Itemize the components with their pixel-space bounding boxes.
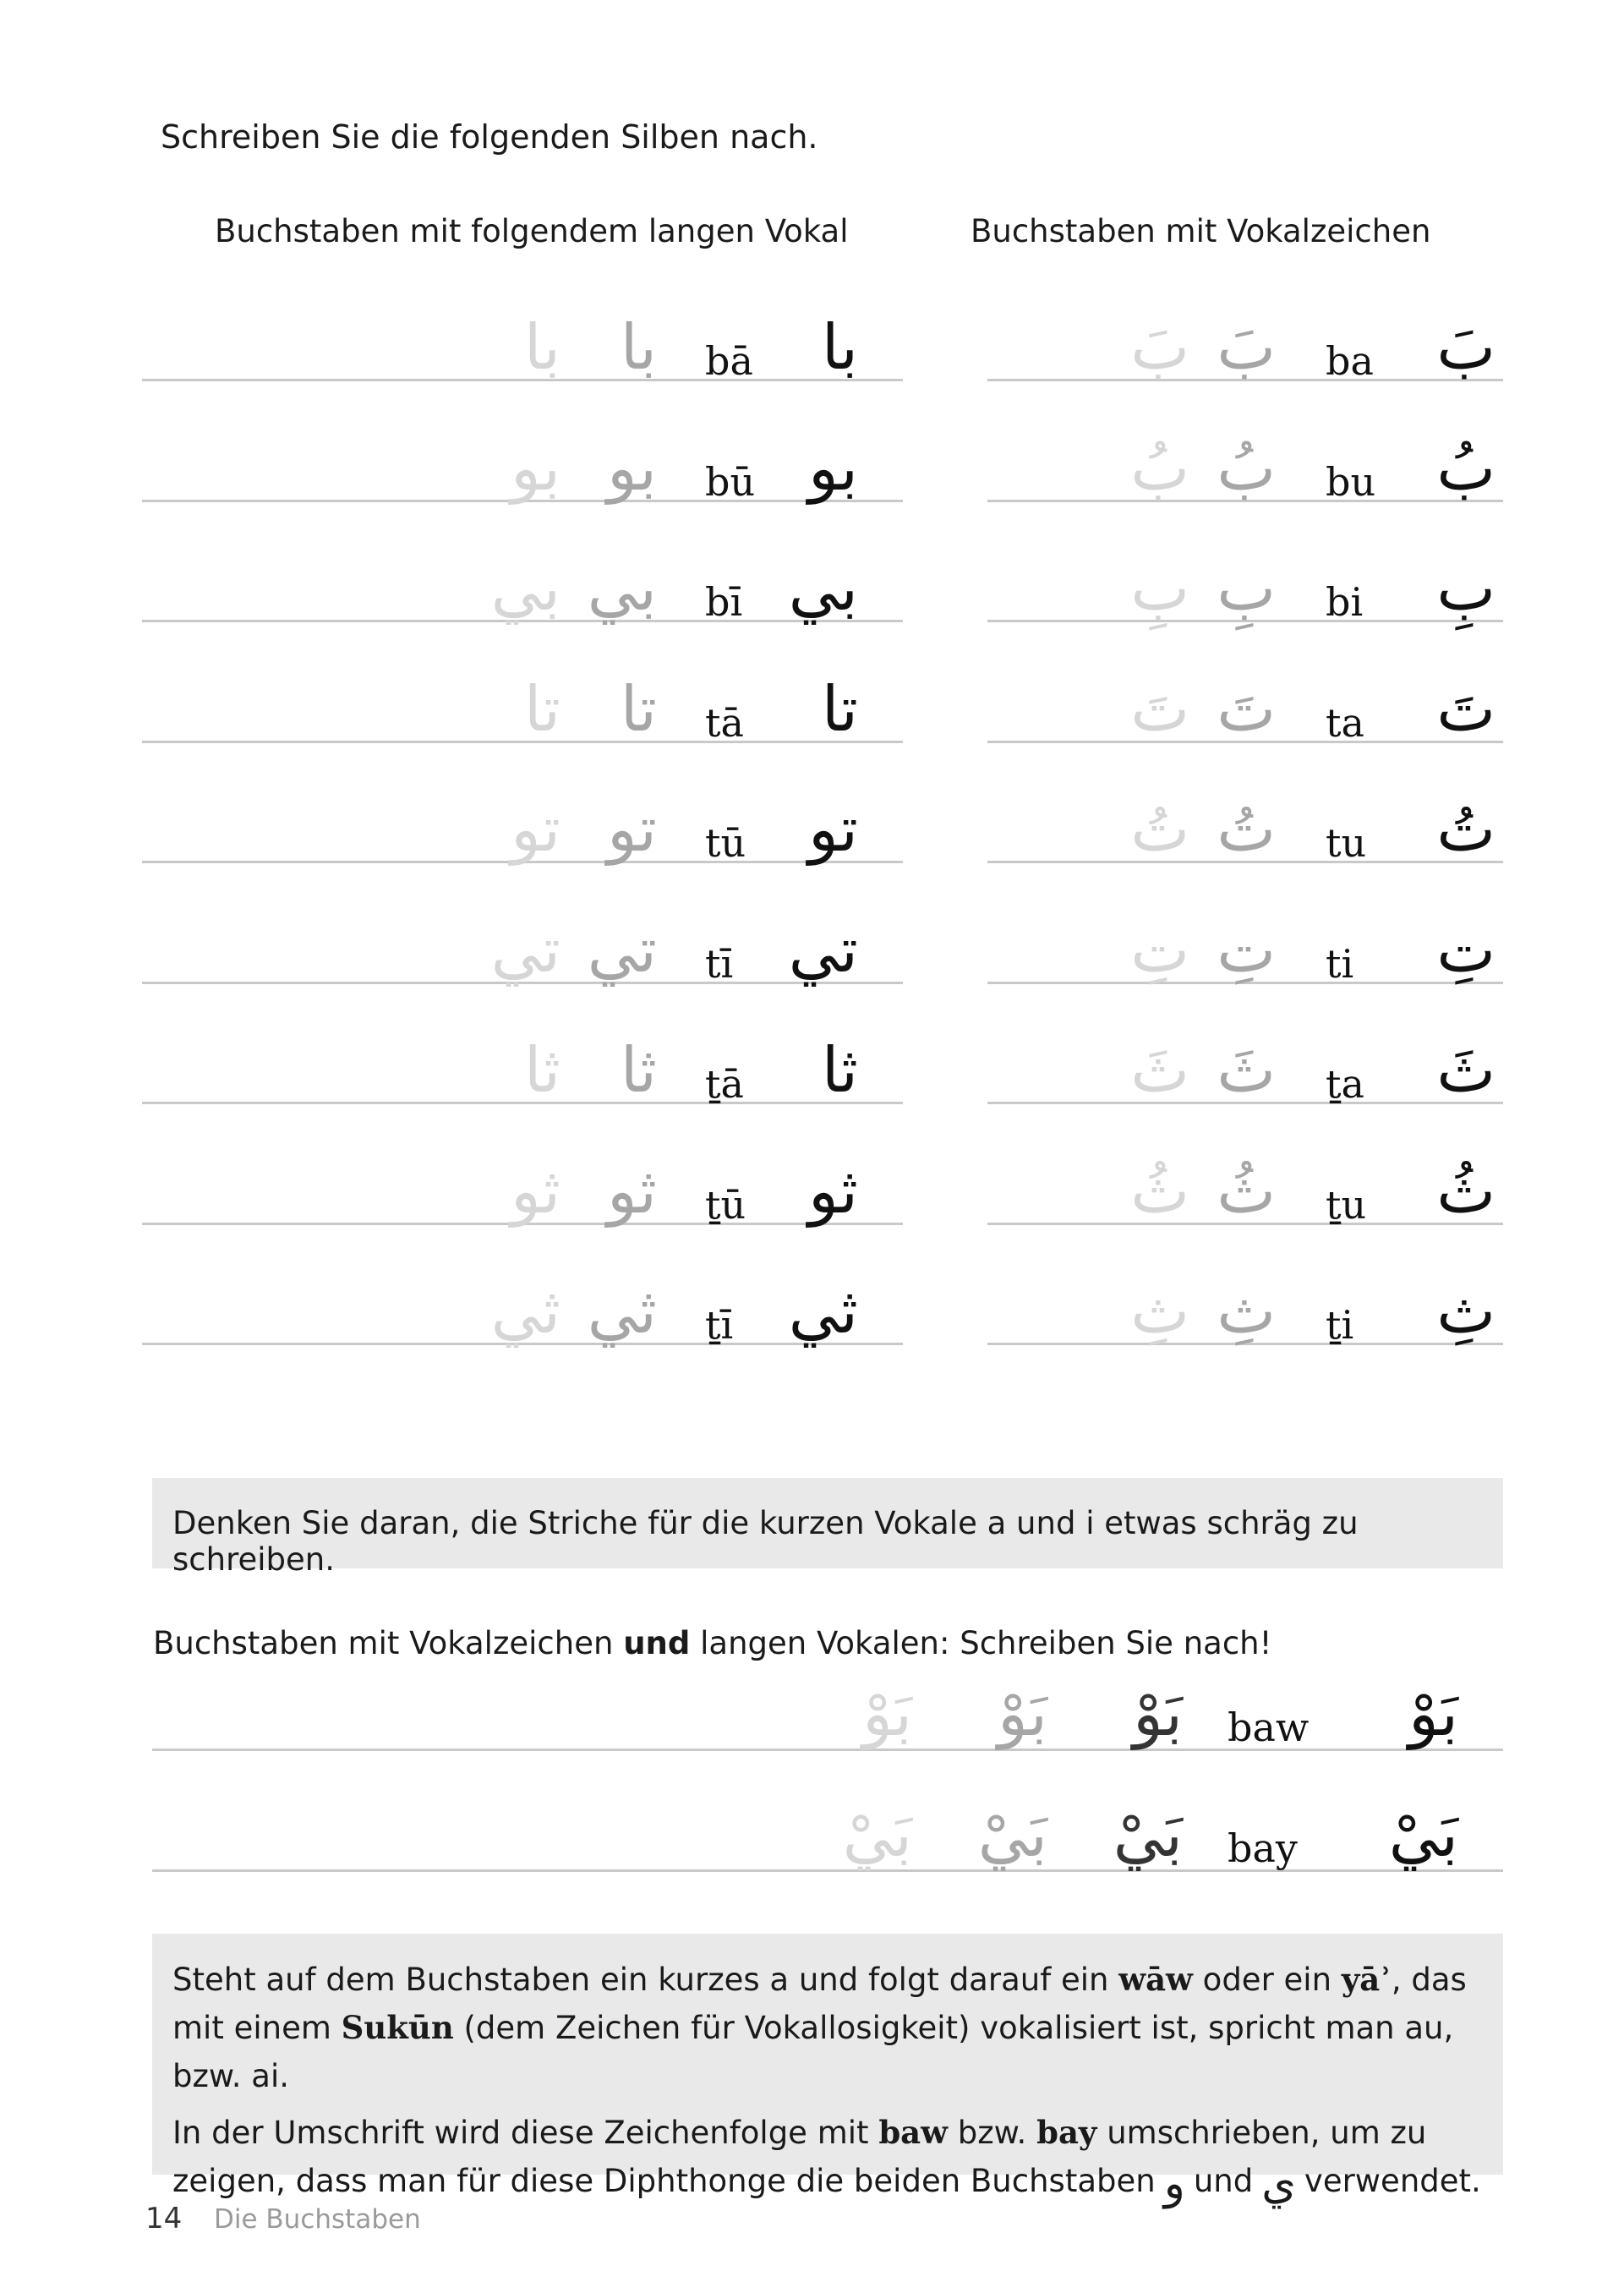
instruction-text: Schreiben Sie die folgenden Silben nach. (161, 118, 818, 156)
trace-letter: تَ (1130, 672, 1189, 746)
model-letter: بَيْ (1388, 1798, 1458, 1871)
info-paragraph-1: Steht auf dem Buchstaben ein kurzes a und folgt darauf ein wāw oder ein yāʾ, das mit einem Sukūn (dem Zeichen für Vokallosigkeit) vokalisiert ist, spricht man au, bzw. ai. (172, 1961, 1467, 2094)
trace-letter: ثي (587, 1275, 657, 1348)
model-letter: ثي (788, 1275, 858, 1348)
trace-letter: ثو (511, 1154, 560, 1228)
practice-row (0, 1154, 1624, 1280)
transliteration: ṯi (1326, 1302, 1354, 1348)
transliteration: bā (705, 338, 753, 384)
practice-row (0, 1275, 1624, 1400)
trace-letter: ثا (620, 1034, 657, 1107)
trace-letter: بُ (1217, 431, 1276, 505)
model-letter: ثا (821, 1034, 858, 1107)
trace-letter: بِ (1217, 552, 1276, 625)
model-letter: بي (788, 552, 858, 625)
trace-letter: تَ (1217, 672, 1276, 746)
model-letter: ثَ (1436, 1034, 1496, 1107)
trace-letter: ثَ (1130, 1034, 1189, 1107)
trace-letter: ثو (607, 1154, 657, 1228)
trace-letter: ثا (523, 1034, 560, 1107)
transliteration: ṯā (705, 1061, 744, 1107)
chapter-title: Die Buchstaben (214, 2204, 421, 2235)
transliteration: ba (1326, 338, 1374, 384)
trace-letter: بَيْ (842, 1798, 912, 1871)
trace-letter: تو (511, 793, 560, 866)
practice-row (0, 672, 1624, 798)
transliteration: tū (705, 820, 746, 866)
practice-row (0, 793, 1624, 918)
trace-letter: بِ (1130, 552, 1189, 625)
transliteration: tī (705, 940, 734, 987)
writing-line (152, 1869, 1503, 1872)
tip-box (152, 1478, 1503, 1578)
model-letter: ثُ (1436, 1154, 1496, 1228)
practice-row (0, 913, 1624, 1039)
practice-row (0, 431, 1624, 557)
transliteration: bū (705, 458, 756, 505)
transliteration: bī (705, 579, 743, 625)
trace-letter: تُ (1130, 793, 1189, 866)
trace-letter: با (620, 311, 657, 384)
transliteration: ṯī (705, 1302, 734, 1348)
trace-letter: بَ (1130, 311, 1189, 384)
trace-letter: ثي (490, 1275, 560, 1348)
trace-letter: بَيْ (1113, 1798, 1183, 1871)
trace-letter: بي (490, 552, 560, 625)
waw-letter: و (1163, 2159, 1185, 2209)
diphthong-row (0, 1677, 1624, 1803)
trace-letter: بو (607, 431, 657, 505)
trace-letter: تِ (1130, 913, 1189, 987)
model-letter: ثِ (1436, 1275, 1496, 1348)
trace-letter: ثِ (1130, 1275, 1189, 1348)
trace-letter: تا (620, 672, 657, 746)
right-column-heading: Buchstaben mit Vokalzeichen (971, 213, 1431, 249)
page-number: 14 (145, 2202, 183, 2236)
trace-letter: ثُ (1217, 1154, 1276, 1228)
transliteration: ta (1326, 699, 1364, 746)
model-letter: بو (808, 431, 858, 505)
model-letter: تا (821, 672, 858, 746)
transliteration: bay (1228, 1825, 1298, 1871)
tip-text: Denken Sie daran, die Striche für die kurzen Vokale a und i etwas schräg zu schreiben. (172, 1505, 1359, 1578)
trace-letter: بو (511, 431, 560, 505)
transliteration: bi (1326, 579, 1364, 625)
trace-letter: بُ (1130, 431, 1189, 505)
trace-letter: ثَ (1217, 1034, 1276, 1107)
transliteration: tu (1326, 820, 1367, 866)
trace-letter: بَيْ (977, 1798, 1047, 1871)
trace-letter: تي (587, 913, 657, 987)
diphthong-info-box (152, 1934, 1503, 2209)
diphthong-row (0, 1798, 1624, 1924)
trace-letter: بي (587, 552, 657, 625)
model-letter: تَ (1436, 672, 1496, 746)
transliteration: baw (1228, 1705, 1310, 1750)
trace-letter: بَوْ (1133, 1677, 1183, 1750)
info-paragraph-2: In der Umschrift wird diese Zeichenfolge mit baw bzw. bay umschrieben, um zu zeigen, dass man für diese Diphthonge die beiden Buchstaben و und ي verwendet. (172, 2114, 1481, 2209)
trace-letter: تا (523, 672, 560, 746)
model-letter: تي (788, 913, 858, 987)
model-letter: بَ (1436, 311, 1496, 384)
trace-letter: تُ (1217, 793, 1276, 866)
transliteration: ṯu (1326, 1181, 1367, 1228)
ya-letter: ي (1261, 2159, 1296, 2209)
model-letter: بِ (1436, 552, 1496, 625)
model-letter: ثو (808, 1154, 858, 1228)
practice-row (0, 1034, 1624, 1159)
trace-letter: تو (607, 793, 657, 866)
left-column-heading: Buchstaben mit folgendem langen Vokal (215, 213, 849, 249)
practice-row (0, 311, 1624, 436)
writing-line (142, 741, 903, 743)
model-letter: بُ (1436, 431, 1496, 505)
transliteration: ṯū (705, 1181, 746, 1228)
trace-letter: بَوْ (998, 1677, 1047, 1750)
model-letter: با (821, 311, 858, 384)
trace-letter: ثِ (1217, 1275, 1276, 1348)
model-letter: تُ (1436, 793, 1496, 866)
model-letter: بَوْ (1408, 1677, 1458, 1750)
trace-letter: با (523, 311, 560, 384)
transliteration: tā (705, 699, 744, 746)
writing-line (142, 379, 903, 381)
transliteration: ṯa (1326, 1061, 1364, 1107)
trace-letter: بَوْ (862, 1677, 912, 1750)
section2-heading: Buchstaben mit Vokalzeichen und langen Vokalen: Schreiben Sie nach! (153, 1625, 1272, 1661)
trace-letter: تِ (1217, 913, 1276, 987)
model-letter: تِ (1436, 913, 1496, 987)
writing-line (142, 1102, 903, 1104)
transliteration: ti (1326, 940, 1354, 987)
transliteration: bu (1326, 458, 1376, 505)
trace-letter: بَ (1217, 311, 1276, 384)
trace-letter: ثُ (1130, 1154, 1189, 1228)
practice-row (0, 552, 1624, 677)
model-letter: تو (808, 793, 858, 866)
trace-letter: تي (490, 913, 560, 987)
